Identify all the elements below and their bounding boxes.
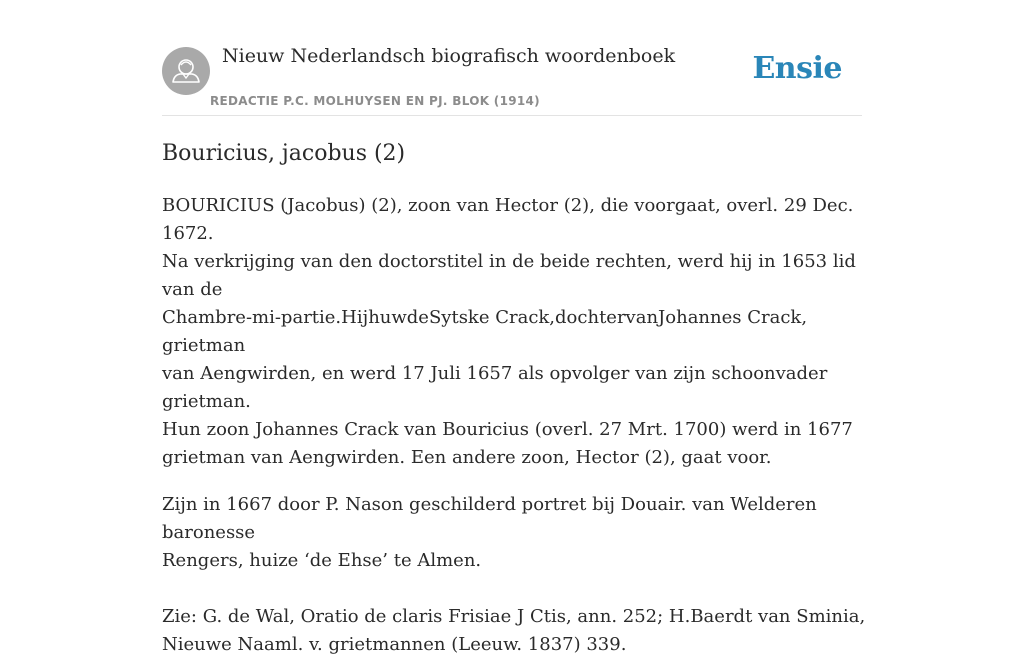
article-paragraph [162, 192, 882, 472]
source-avatar[interactable] [162, 47, 210, 95]
user-icon [162, 47, 210, 95]
article-paragraph [162, 491, 882, 575]
text-line: grietman van Aengwirden. Een andere zoon, Hector (2), gaat voor. [162, 447, 772, 468]
text-line: Hun zoon Johannes Crack van Bouricius (overl. 27 Mrt. 1700) werd in 1677 [162, 419, 853, 440]
text-line: Zijn in 1667 door P. Nason geschilderd portret bij Douair. van Welderen baronesse [162, 494, 817, 543]
source-title[interactable]: Nieuw Nederlandsch biografisch woordenboek [222, 45, 676, 67]
text-line: Rengers, huize ‘de Ehse’ te Almen. [162, 550, 482, 571]
text-line: Chambre-mi-partie.HijhuwdeSytske Crack,dochtervanJohannes Crack, grietman [162, 307, 808, 356]
article-body [162, 192, 882, 659]
source-header [162, 0, 862, 116]
text-line: BOURICIUS (Jacobus) (2), zoon van Hector (2), die voorgaat, overl. 29 Dec. 1672. [162, 195, 854, 244]
text-line: van Aengwirden, en werd 17 Juli 1657 als opvolger van zijn schoonvader grietman. [162, 363, 828, 412]
ensie-logo[interactable]: Ensie [752, 51, 842, 86]
text-line: Nieuwe Naaml. v. grietmannen (Leeuw. 1837) 339. [162, 634, 627, 655]
source-editors: REDACTIE P.C. MOLHUYSEN EN PJ. BLOK (1914) [210, 94, 540, 108]
text-line: Na verkrijging van den doctorstitel in de beide rechten, werd hij in 1653 lid van de [162, 251, 856, 300]
article-references [162, 603, 882, 659]
article-title: Bouricius, jacobus (2) [162, 141, 406, 166]
text-line: Zie: G. de Wal, Oratio de claris Frisiae J Ctis, ann. 252; H.Baerdt van Sminia, [162, 606, 866, 627]
